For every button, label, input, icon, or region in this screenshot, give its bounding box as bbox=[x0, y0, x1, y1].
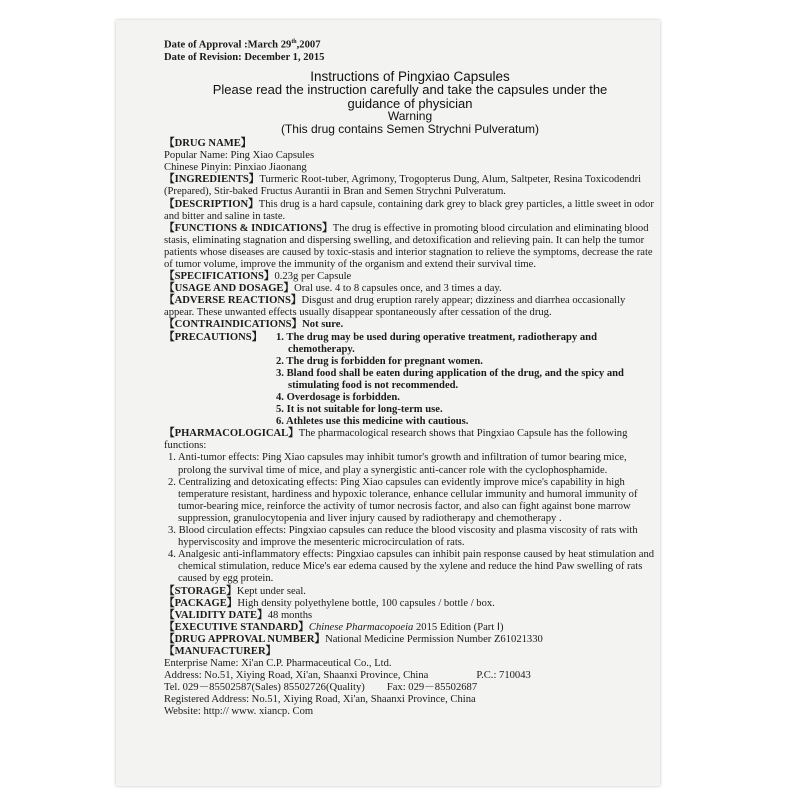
description-section bbox=[164, 199, 656, 223]
approval-number-text: National Medicine Permission Number Z61021330 bbox=[325, 633, 543, 645]
document-body bbox=[164, 36, 656, 719]
precaution-item: 3. Bland food shall be eaten during application of the drug, and the spicy and stimulating food is not recommended. bbox=[276, 367, 624, 391]
instruction-line-2: guidance of physician bbox=[347, 95, 473, 111]
contraindications-heading: 【CONTRAINDICATIONS】 bbox=[164, 319, 303, 331]
storage-text: Kept under seal. bbox=[236, 585, 306, 597]
pharmacological-item: 2. Centralizing and detoxicating effects: Ping Xiao capsules can evidently improve mice's capability in high temperature resistant, hardiness and hypoxic tolerance, enhance cellular immunity and humoral immunity of tumor-bearing mice, reinforce the activity of tumor necrosis factor, and also can fight against bone marrow suppression, granulocytopenia and liver injury caused by radiotherapy and chemotherapy . bbox=[168, 476, 638, 524]
warning-note: (This drug contains Semen Strychni Pulveratum) bbox=[280, 121, 540, 136]
manufacturer-heading: 【MANUFACTURER】 bbox=[164, 645, 277, 657]
precaution-item: 4. Overdosage is forbidden. bbox=[276, 392, 400, 403]
package-section bbox=[164, 598, 656, 610]
pharmacological-intro: The pharmacological research shows that Pingxiao Capsule has the following functions: bbox=[164, 428, 628, 452]
document-title: Instructions of Pingxiao Capsules bbox=[310, 68, 510, 84]
drug-name-heading: 【DRUG NAME】 bbox=[164, 138, 252, 150]
pharmacological-item: 1. Anti-tumor effects: Ping Xiao capsules may inhibit tumor's growth and infiltration of tumor bearing mice, prolong the survival time of mice, and play a synergistic anti-cancer role with the cyclophosphamide. bbox=[168, 452, 627, 476]
popular-name: Popular Name: Ping Xiao Capsules bbox=[164, 150, 315, 162]
approval-date bbox=[164, 36, 656, 52]
revision-date: Date of Revision: December 1, 2015 bbox=[164, 51, 325, 63]
ingredients-text: Turmeric Root-tuber, Agrimony, Trogopterus Dung, Alum, Saltpeter, Resina Toxicodendri (Prepared), Stir-baked Fructus Aurantii in Bran and Semen Strychni Pulveratum. bbox=[164, 174, 642, 198]
description-heading: 【DESCRIPTION】 bbox=[164, 198, 259, 210]
pharmacological-heading: 【PHARMACOLOGICAL】 bbox=[164, 428, 299, 440]
approval-date-suffix: th bbox=[291, 39, 297, 45]
approval-number-section bbox=[164, 634, 656, 646]
precaution-item: 6. Athletes use this medicine with cautious. bbox=[276, 416, 469, 428]
contraindications-text: Not sure. bbox=[302, 319, 344, 331]
validity-text: 48 months bbox=[267, 609, 313, 621]
functions-section bbox=[164, 223, 656, 271]
approval-date-year: ,2007 bbox=[296, 39, 321, 51]
package-heading: 【PACKAGE】 bbox=[164, 597, 238, 609]
approval-dates bbox=[164, 36, 656, 64]
specifications-section bbox=[164, 271, 656, 283]
standard-edition: 2015 Edition (Part Ⅰ) bbox=[413, 621, 504, 633]
postal-code: P.C.: 710043 bbox=[476, 670, 531, 682]
usage-text: Oral use. 4 to 8 capsules once, and 3 times a day. bbox=[294, 283, 502, 295]
manufacturer-section bbox=[164, 646, 656, 719]
precaution-item: 2. The drug is forbidden for pregnant women. bbox=[276, 355, 483, 367]
standard-pharmacopoeia: Chinese Pharmacopoeia bbox=[308, 621, 414, 633]
warning-heading: Warning bbox=[387, 109, 433, 124]
adverse-text: Disgust and drug eruption rarely appear; dizziness and diarrhea occasionally appear. These unwanted effects usually disappear spontaneously after cessation of the drug. bbox=[164, 295, 626, 319]
instruction-line-1: Please read the instruction carefully and take the capsules under the bbox=[212, 82, 608, 98]
validity-heading: 【VALIDITY DATE】 bbox=[164, 609, 268, 621]
pharmacological-section bbox=[164, 428, 656, 452]
functions-text: The drug is effective in promoting blood circulation and eliminating blood stasis, eliminating stagnation and dispersing swelling, and detoxification and relieving pain. It can help the tumor patients whose diseases are caused by toxic-stasis and interior stagnation to relieve the symptoms, decrease the rate of tumor volume, improve the immunity of the organism and extend their survival time. bbox=[164, 222, 653, 270]
phone-row bbox=[164, 682, 656, 694]
pharmacological-item: 4. Analgesic anti-inflammatory effects: Pingxiao capsules can inhibit pain response caused by heat stimulation and chemical stimulation, reduce Mice's ear edema caused by the xylene and reduce the hind Paw swelling of rats caused by egg protein. bbox=[168, 549, 655, 585]
precaution-item: 5. It is not suitable for long-term use. bbox=[276, 404, 443, 416]
approval-number-heading: 【DRUG APPROVAL NUMBER】 bbox=[164, 633, 326, 645]
website: Website: http:// www. xiancp. Com bbox=[164, 706, 314, 718]
precautions-section bbox=[164, 332, 656, 429]
ingredients-section bbox=[164, 174, 656, 198]
specifications-text: 0.23g per Capsule bbox=[274, 271, 352, 283]
storage-heading: 【STORAGE】 bbox=[164, 585, 237, 597]
precautions-heading: 【PRECAUTIONS】 bbox=[164, 331, 263, 343]
functions-heading: 【FUNCTIONS & INDICATIONS】 bbox=[164, 222, 333, 234]
fax: Fax: 029－85502687 bbox=[386, 682, 478, 694]
address-row bbox=[164, 670, 656, 682]
description-text: This drug is a hard capsule, containing dark grey to black grey particles, a little sweet in odor and bitter and saline in taste. bbox=[164, 198, 654, 222]
usage-section bbox=[164, 283, 656, 295]
precaution-item: 1. The drug may be used during operative treatment, radiotherapy and chemotherapy. bbox=[276, 331, 597, 355]
standard-heading: 【EXECUTIVE STANDARD】 bbox=[164, 621, 309, 633]
registered-address: Registered Address: No.51, Xiying Road, Xi'an, Shaanxi Province, China bbox=[164, 694, 476, 706]
approval-date-label: Date of Approval :March 29 bbox=[164, 39, 292, 51]
standard-section bbox=[164, 622, 656, 634]
enterprise-name: Enterprise Name: Xi'an C.P. Pharmaceutical Co., Ltd. bbox=[164, 658, 392, 670]
validity-section bbox=[164, 610, 656, 622]
pharmacological-item: 3. Blood circulation effects: Pingxiao capsules can reduce the blood viscosity and plasma viscosity of rats with hyperviscosity and improve the mesenteric microcirculation of rats. bbox=[168, 525, 638, 549]
chinese-pinyin: Chinese Pinyin: Pinxiao Jiaonang bbox=[164, 162, 307, 174]
storage-section bbox=[164, 586, 656, 598]
usage-heading: 【USAGE AND DOSAGE】 bbox=[164, 283, 295, 295]
adverse-heading: 【ADVERSE REACTIONS】 bbox=[164, 295, 302, 307]
contraindications-section bbox=[164, 319, 656, 331]
address: Address: No.51, Xiying Road, Xi'an, Shaanxi Province, China bbox=[164, 670, 429, 682]
pharmacological-list bbox=[164, 452, 656, 585]
telephone: Tel. 029－85502587(Sales) 85502726(Quality) bbox=[164, 682, 365, 694]
precautions-list bbox=[276, 332, 656, 429]
ingredients-heading: 【INGREDIENTS】 bbox=[164, 174, 260, 186]
specifications-heading: 【SPECIFICATIONS】 bbox=[164, 271, 275, 283]
package-text: High density polyethylene bottle, 100 capsules / bottle / box. bbox=[237, 597, 495, 609]
drug-name-section bbox=[164, 138, 656, 174]
adverse-section bbox=[164, 295, 656, 319]
